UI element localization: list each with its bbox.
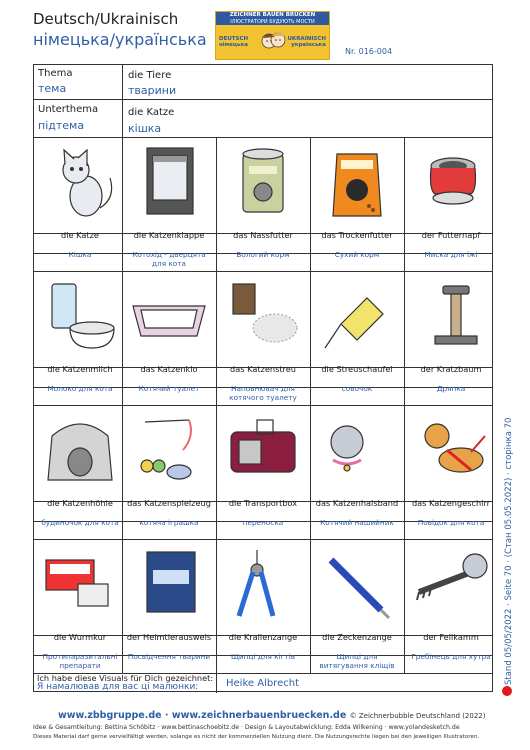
word-ukrainian: Котячий нашийник [320,518,394,527]
deworming-icon [34,540,126,626]
vocab-card [217,540,309,674]
footer-disclaimer: Dieses Material darf gerne vervielfältigt werden, solange es nicht der kommerziellen Nutzung dient. Die Nutzungsrechte liegen bei den jeweiligen Illustratoren. [33,734,480,740]
logo-faces-icon [260,26,286,52]
vocab-card [405,540,497,674]
litter-scoop-icon [311,272,403,358]
vocab-card [34,406,126,540]
thema-value-uk: тварини [128,84,177,97]
word-german: die Krallenzange [228,632,298,642]
vocab-card [311,272,403,406]
pet-passport-icon [123,540,215,626]
logo-left-1: DEUTSCH [219,36,249,42]
dry-food-bag-icon [311,138,403,224]
signature-label-de: Ich habe diese Visuals für Dich gezeichnet: [37,673,214,683]
vocab-card [34,272,126,406]
vocab-card [405,138,497,272]
vocab-card [405,406,497,540]
logo-right-1: UKRAINISCH [287,36,326,42]
word-german: das Katzenhalsband [315,498,399,508]
word-ukrainian: переноска [242,518,284,527]
word-german: das Katzenspielzeug [127,498,211,508]
word-german: die Katzenklappe [133,230,205,240]
scratching-post-icon [405,272,497,358]
word-ukrainian: Гребінець для хутра [411,652,491,661]
litter-box-icon [123,272,215,358]
word-german: der Futternapf [421,230,481,240]
logo-subtitle: ІЛЮСТРАТОРИ БУДУЮТЬ МОСТИ [230,19,315,25]
word-ukrainian: Дряпка [436,384,466,393]
sheet-number: Nr. 016-004 [345,47,393,56]
word-ukrainian: Наповнювач для котячого туалету [229,384,297,402]
word-german: das Katzenklo [140,364,198,374]
word-ukrainian: Кішка [68,250,92,259]
word-german: die Katzenhöhle [47,498,113,508]
cat-cave-icon [34,406,126,492]
cat-icon [34,138,126,224]
cat-collar-icon [311,406,403,492]
word-german: die Wurmkur [53,632,107,642]
transport-box-icon [217,406,309,492]
word-ukrainian: котяча іграшка [139,518,199,527]
title-german: Deutsch/Ukrainisch [33,10,179,28]
footer-credits: Idee & Gesamtleitung: Bettina Schöbitz · www.bettinaschoebitz.de · Design & Layoutabwicklung: Edda Wilkening · www.yolandesketch.de [33,724,460,731]
wet-food-can-icon [217,138,309,224]
vocab-card [311,406,403,540]
cat-flap-icon [123,138,215,224]
title-ukrainian: німецька/українська [33,30,207,49]
vocab-card [123,272,215,406]
word-ukrainian: Сухий корм [334,250,380,259]
word-german: der Kratzbaum [420,364,482,374]
word-ukrainian: Щипці для витягування кліщів [319,652,395,670]
word-ukrainian: Посвідчення тварини [127,652,211,661]
vocab-card [217,272,309,406]
tick-tweezers-icon [311,540,403,626]
word-ukrainian: Протипаразитальні препарати [42,652,118,670]
vocab-card [123,406,215,540]
thema-label-de: Thema [38,68,73,79]
word-ukrainian: Вологий корм [236,250,290,259]
word-german: das Trockenfutter [321,230,393,240]
logo-right-2: українська [291,42,326,48]
word-ukrainian: Щипці для кігтів [230,652,296,661]
vocab-card [311,138,403,272]
vocab-card [34,138,126,272]
footer-links-text[interactable]: www.zbbgruppe.de · www.zeichnerbauenbruecken.de [58,710,347,721]
unterthema-value-de: die Katze [128,107,175,118]
vocab-card [217,138,309,272]
unterthema-label-de: Unterthema [38,104,99,115]
vocab-card [405,272,497,406]
vocab-card [217,406,309,540]
word-german: das Nassfutter [233,230,293,240]
cat-harness-icon [405,406,497,492]
fur-comb-icon [405,540,497,626]
claw-clipper-icon [217,540,309,626]
thema-label-uk: тема [38,82,67,95]
word-ukrainian: Миска для їжі [424,250,478,259]
sidebar-date-text: Stand 05/05/2022 · Seite 70 · (Стан 05.05.2022) · сторінка 70 [504,417,514,685]
word-german: die Katzenmilch [47,364,113,374]
red-dot [502,686,512,696]
cat-milk-icon [34,272,126,358]
word-ukrainian: Котячий туалет [138,384,200,393]
cat-toy-icon [123,406,215,492]
word-german: der Heimtierausweis [126,632,212,642]
word-ukrainian: Молоко для кота [47,384,113,393]
word-ukrainian: будиночок для кота [41,518,119,527]
word-german: die Streuschaufel [321,364,393,374]
unterthema-value-uk: кішка [128,122,162,135]
vocab-card [123,138,215,272]
cat-litter-icon [217,272,309,358]
logo-left-2: німецька [219,42,248,48]
word-german: die Zeckenzange [322,632,392,642]
sidebar-date [500,400,520,685]
unterthema-label-uk: підтема [38,119,85,132]
footer-links[interactable] [58,710,485,721]
word-german: das Katzenstreu [230,364,296,374]
word-german: der Fellkamm [423,632,479,642]
word-german: die Katze [61,230,99,240]
word-ukrainian: совочок [341,384,373,393]
vocabulary-table [33,64,493,692]
word-german: das Katzengeschirr [411,498,491,508]
logo-title: ZEICHNER BAUEN BRÜCKEN [229,12,316,18]
vocab-card [123,540,215,674]
word-german: die Transportbox [228,498,298,508]
logo [215,11,330,60]
food-bowl-icon [405,138,497,224]
thema-value-de: die Tiere [128,70,172,81]
footer-copyright: © Zeichnerbubble Deutschland (2022) [349,712,486,720]
signature-label-uk: Я намалював для вас ці малюнки: [37,682,199,692]
signature-artist: Heike Albrecht [226,678,299,689]
word-ukrainian: Повідок для кота [417,518,485,527]
vocab-card [311,540,403,674]
word-ukrainian: Котохід - дверцята для кота [132,250,206,268]
vocab-card [34,540,126,674]
